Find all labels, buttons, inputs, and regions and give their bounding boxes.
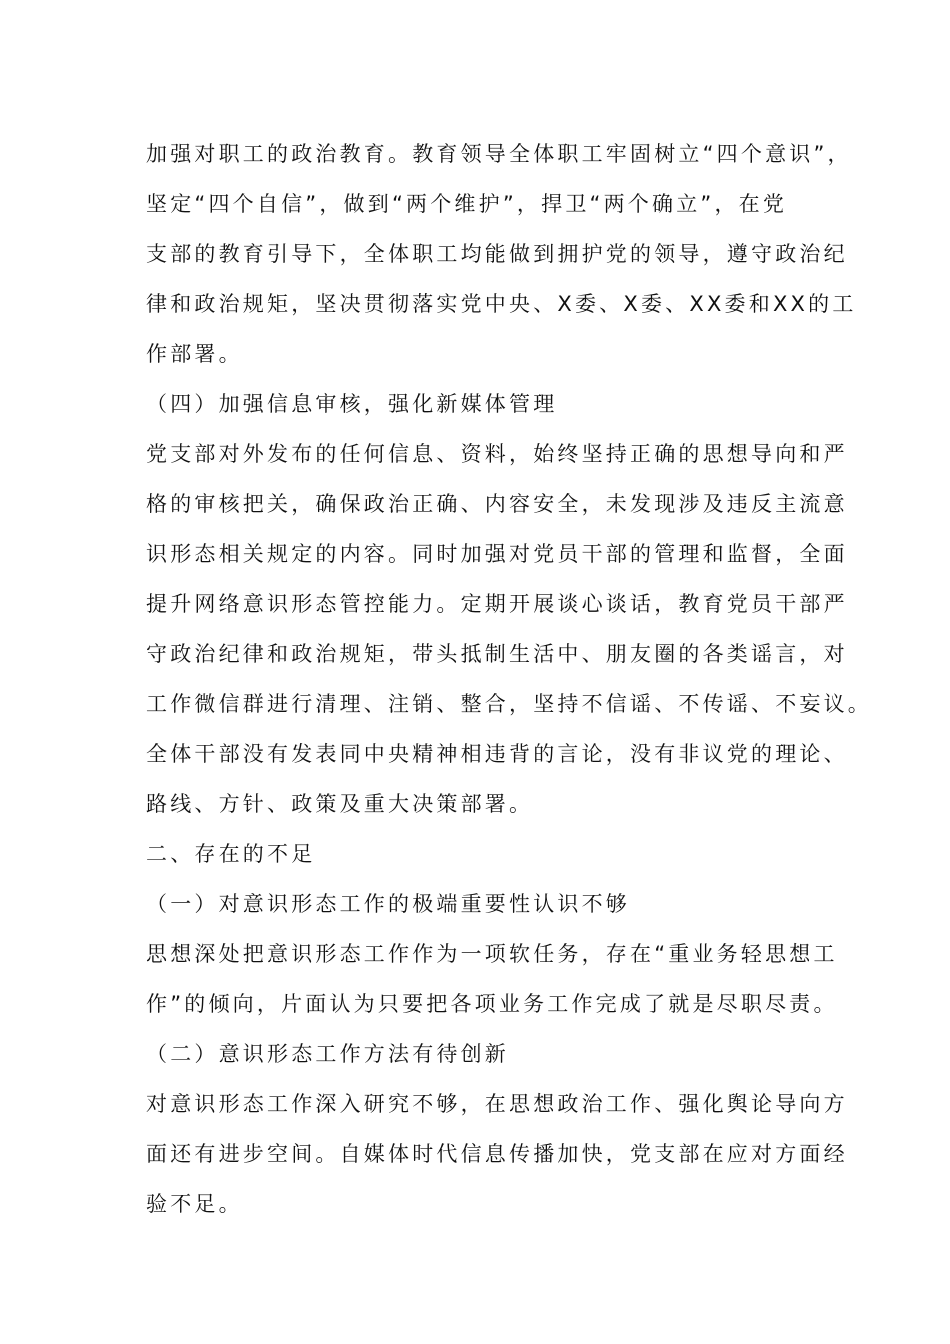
paragraph-line: 坚定“四个自信”，做到“两个维护”，捍卫“两个确立”，在党	[146, 192, 788, 216]
paragraph-line: 识形态相关规定的内容。同时加强对党员干部的管理和监督，全面	[146, 542, 848, 566]
paragraph-line: 路线、方针、政策及重大决策部署。	[146, 792, 534, 816]
paragraph-line: 全体干部没有发表同中央精神相违背的言论，没有非议党的理论、	[146, 742, 848, 766]
paragraph-line: 提升网络意识形态管控能力。定期开展谈心谈话，教育党员干部严	[146, 592, 848, 616]
paragraph-line: 格的审核把关，确保政治正确、内容安全，未发现涉及违反主流意	[146, 492, 848, 516]
paragraph-line: 作”的倾向，片面认为只要把各项业务工作完成了就是尽职尽责。	[146, 992, 838, 1016]
paragraph-line: 加强对职工的政治教育。教育领导全体职工牢固树立“四个意识”，	[146, 142, 852, 166]
section-heading: （一）对意识形态工作的极端重要性认识不够	[146, 892, 630, 916]
paragraph-line: 对意识形态工作深入研究不够，在思想政治工作、强化舆论导向方	[146, 1092, 848, 1116]
paragraph-line: 支部的教育引导下，全体职工均能做到拥护党的领导，遵守政治纪	[146, 242, 848, 266]
chapter-heading: 二、存在的不足	[146, 842, 316, 866]
document-body	[146, 129, 872, 1229]
paragraph-line: 验不足。	[146, 1192, 243, 1216]
paragraph-line: 面还有进步空间。自媒体时代信息传播加快，党支部在应对方面经	[146, 1142, 848, 1166]
paragraph-line: 党支部对外发布的任何信息、资料，始终坚持正确的思想导向和严	[146, 442, 848, 466]
paragraph-line: 工作微信群进行清理、注销、整合，坚持不信谣、不传谣、不妄议。	[146, 692, 872, 716]
section-heading: （四）加强信息审核，强化新媒体管理	[146, 392, 558, 416]
section-heading: （二）意识形态工作方法有待创新	[146, 1042, 509, 1066]
paragraph-line: 思想深处把意识形态工作作为一项软任务，存在“重业务轻思想工	[146, 942, 838, 966]
paragraph-line: 律和政治规矩，坚决贯彻落实党中央、X委、X委、XX委和XX的工	[146, 292, 857, 316]
paragraph-line: 守政治纪律和政治规矩，带头抵制生活中、朋友圈的各类谣言，对	[146, 642, 848, 666]
paragraph-line: 作部署。	[146, 342, 243, 366]
